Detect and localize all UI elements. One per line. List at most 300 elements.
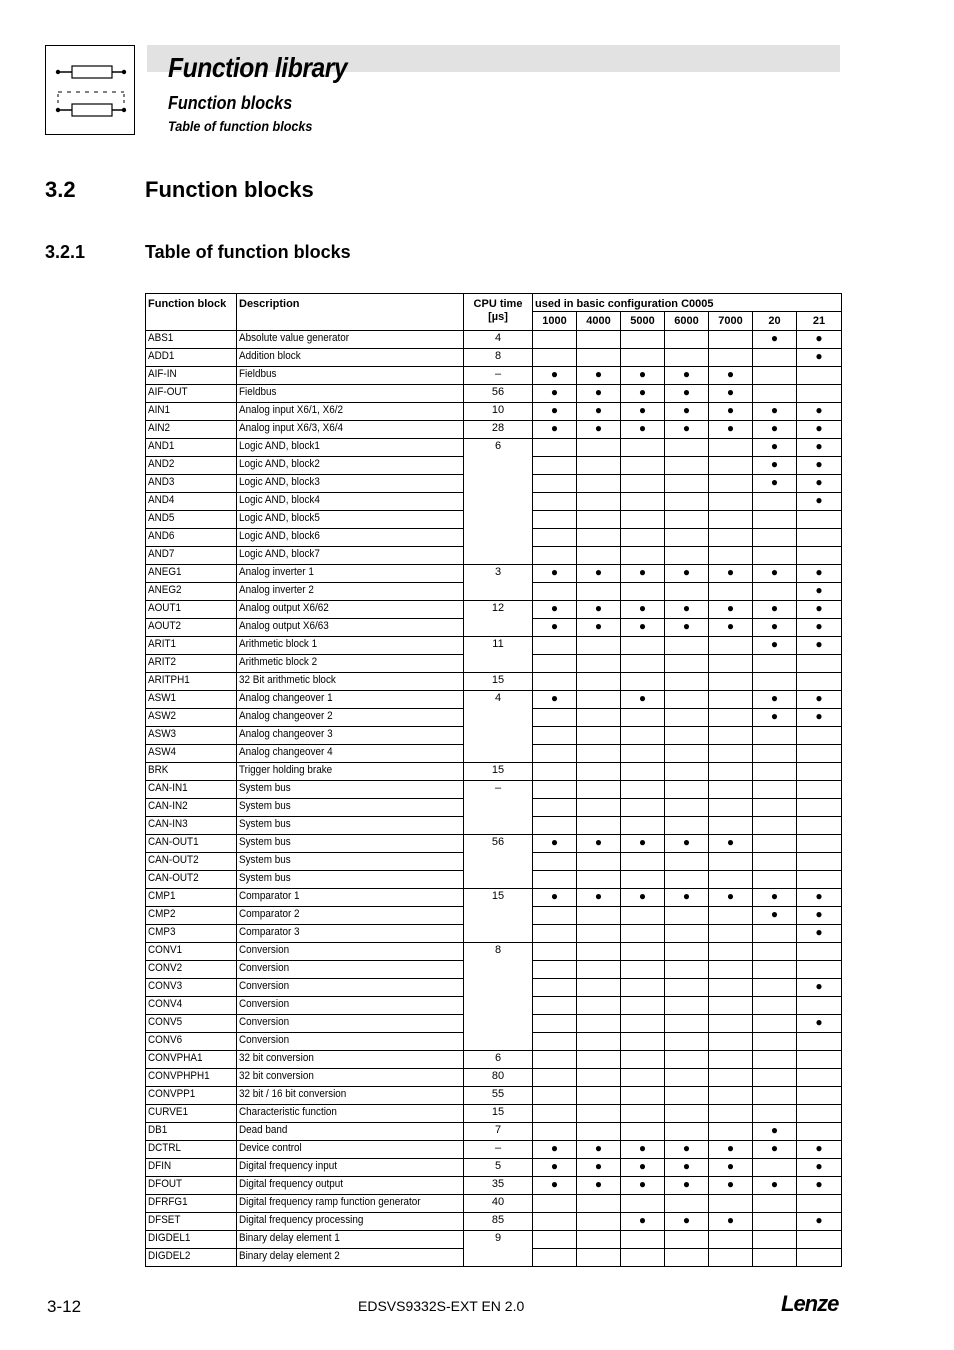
config-cell (709, 1105, 753, 1123)
used-bullet: ● (797, 709, 842, 727)
config-cell (577, 493, 621, 511)
used-bullet: ● (577, 619, 621, 637)
used-bullet: ● (753, 331, 797, 349)
config-cell (797, 547, 842, 565)
config-cell (577, 691, 621, 709)
used-bullet: ● (709, 1159, 753, 1177)
used-bullet: ● (797, 349, 842, 367)
table-row (146, 853, 842, 871)
config-cell (577, 1105, 621, 1123)
used-bullet: ● (797, 601, 842, 619)
table-row (146, 493, 842, 511)
description-text: Arithmetic block 2 (239, 656, 318, 668)
function-block-cell (146, 619, 237, 637)
config-cell (577, 817, 621, 835)
used-bullet: ● (621, 367, 665, 385)
function-block-cell (146, 709, 237, 727)
config-cell (709, 1033, 753, 1051)
config-cell (753, 745, 797, 763)
cpu-time-cell: 8 (464, 943, 533, 961)
config-cell (621, 1123, 665, 1141)
table-row (146, 997, 842, 1015)
cpu-time-cell (464, 1033, 533, 1051)
config-cell (709, 529, 753, 547)
config-cell (533, 583, 577, 601)
config-cell (753, 817, 797, 835)
function-block-name: ANEG2 (148, 584, 182, 596)
config-cell (797, 1105, 842, 1123)
config-cell (709, 439, 753, 457)
used-bullet: ● (621, 385, 665, 403)
config-cell (533, 925, 577, 943)
description-text: Analog output X6/63 (239, 620, 329, 632)
description-text: 32 bit conversion (239, 1052, 314, 1064)
used-bullet: ● (665, 421, 709, 439)
function-block-name: AIF-OUT (148, 386, 188, 398)
used-bullet: ● (709, 1141, 753, 1159)
table-row (146, 331, 842, 349)
description-text: Fieldbus (239, 368, 277, 380)
config-cell (577, 547, 621, 565)
cpu-time-cell: 4 (464, 691, 533, 709)
used-bullet: ● (665, 1159, 709, 1177)
config-cell (797, 1195, 842, 1213)
cpu-time-cell: 80 (464, 1069, 533, 1087)
used-bullet: ● (621, 835, 665, 853)
table-row (146, 421, 842, 439)
config-cell (665, 673, 709, 691)
config-cell (709, 709, 753, 727)
table-row (146, 565, 842, 583)
config-cell (665, 475, 709, 493)
function-block-cell (146, 1105, 237, 1123)
function-block-cell (146, 1195, 237, 1213)
function-block-name: AOUT1 (148, 602, 182, 614)
config-cell (621, 871, 665, 889)
cpu-time-cell: 5 (464, 1159, 533, 1177)
config-cell (577, 943, 621, 961)
config-cell (753, 655, 797, 673)
config-cell (753, 1015, 797, 1033)
cpu-time-cell: 12 (464, 601, 533, 619)
config-cell (665, 1015, 709, 1033)
col-header-config-5000: 5000 (621, 312, 665, 331)
config-cell (533, 475, 577, 493)
cpu-time-cell (464, 619, 533, 637)
function-block-name: CAN-IN3 (148, 818, 188, 830)
config-cell (533, 943, 577, 961)
cpu-time-cell: 15 (464, 763, 533, 781)
used-bullet: ● (753, 475, 797, 493)
config-cell (753, 385, 797, 403)
used-bullet: ● (709, 889, 753, 907)
used-bullet: ● (621, 1159, 665, 1177)
config-cell (665, 1087, 709, 1105)
cpu-time-cell: 28 (464, 421, 533, 439)
description-text: Digital frequency output (239, 1178, 344, 1190)
config-cell (797, 961, 842, 979)
description-cell (237, 997, 464, 1015)
cpu-time-cell (464, 457, 533, 475)
config-cell (533, 1249, 577, 1267)
function-block-name: CMP3 (148, 926, 176, 938)
config-cell (665, 1249, 709, 1267)
config-cell (577, 871, 621, 889)
description-text: 32 bit / 16 bit conversion (239, 1088, 347, 1100)
description-cell (237, 619, 464, 637)
function-block-cell (146, 1177, 237, 1195)
config-cell (665, 493, 709, 511)
cpu-time-cell (464, 961, 533, 979)
config-cell (753, 1213, 797, 1231)
table-row (146, 979, 842, 997)
description-cell (237, 907, 464, 925)
col-header-function-block: Function block (146, 294, 237, 331)
config-cell (621, 655, 665, 673)
description-text: Comparator 2 (239, 908, 300, 920)
used-bullet: ● (665, 619, 709, 637)
config-cell (577, 907, 621, 925)
description-cell (237, 709, 464, 727)
config-cell (621, 511, 665, 529)
config-cell (709, 547, 753, 565)
config-cell (577, 727, 621, 745)
function-block-cell (146, 547, 237, 565)
table-row (146, 385, 842, 403)
function-block-cell (146, 1213, 237, 1231)
config-cell (709, 1231, 753, 1249)
config-cell (533, 673, 577, 691)
config-cell (665, 547, 709, 565)
config-cell (533, 727, 577, 745)
config-cell (621, 853, 665, 871)
function-block-name: ARIT2 (148, 656, 177, 668)
function-block-name: CMP1 (148, 890, 176, 902)
config-cell (533, 1051, 577, 1069)
config-cell (533, 529, 577, 547)
function-block-name: CONV1 (148, 944, 183, 956)
description-text: Addition block (239, 350, 301, 362)
description-cell (237, 565, 464, 583)
col-header-config-7000: 7000 (709, 312, 753, 331)
function-block-cell (146, 889, 237, 907)
config-cell (665, 655, 709, 673)
used-bullet: ● (797, 907, 842, 925)
config-cell (709, 1123, 753, 1141)
config-cell (533, 907, 577, 925)
table-row (146, 781, 842, 799)
used-bullet: ● (797, 1213, 842, 1231)
description-cell (237, 943, 464, 961)
used-bullet: ● (797, 1159, 842, 1177)
description-cell (237, 799, 464, 817)
description-cell (237, 439, 464, 457)
config-cell (577, 349, 621, 367)
cpu-time-cell (464, 655, 533, 673)
function-block-name: CAN-OUT2 (148, 854, 199, 866)
table-row (146, 1141, 842, 1159)
description-text: Logic AND, block7 (239, 548, 320, 560)
function-block-name: DFIN (148, 1160, 172, 1172)
config-cell (753, 1069, 797, 1087)
function-block-name: DFSET (148, 1214, 181, 1226)
used-bullet: ● (797, 1141, 842, 1159)
table-row (146, 709, 842, 727)
function-block-name: ARIT1 (148, 638, 177, 650)
function-block-cell (146, 673, 237, 691)
description-text: Analog changeover 2 (239, 710, 333, 722)
config-cell (709, 691, 753, 709)
description-text: Device control (239, 1142, 302, 1154)
config-cell (665, 781, 709, 799)
cpu-time-cell (464, 853, 533, 871)
table-row (146, 403, 842, 421)
config-cell (577, 331, 621, 349)
config-cell (709, 475, 753, 493)
config-cell (577, 781, 621, 799)
config-cell (753, 799, 797, 817)
table-row (146, 529, 842, 547)
used-bullet: ● (533, 619, 577, 637)
used-bullet: ● (533, 691, 577, 709)
config-cell (665, 745, 709, 763)
function-block-cell (146, 1159, 237, 1177)
cpu-time-cell (464, 745, 533, 763)
config-cell (533, 1231, 577, 1249)
used-bullet: ● (577, 1141, 621, 1159)
description-text: Analog output X6/62 (239, 602, 329, 614)
config-cell (709, 673, 753, 691)
config-cell (797, 1051, 842, 1069)
config-cell (797, 385, 842, 403)
col-header-description: Description (237, 294, 464, 331)
config-cell (665, 997, 709, 1015)
used-bullet: ● (621, 1177, 665, 1195)
description-cell (237, 403, 464, 421)
config-cell (621, 979, 665, 997)
config-cell (709, 1195, 753, 1213)
config-cell (665, 925, 709, 943)
used-bullet: ● (797, 421, 842, 439)
config-cell (797, 1231, 842, 1249)
config-cell (753, 925, 797, 943)
function-block-name: ADD1 (148, 350, 175, 362)
config-cell (753, 367, 797, 385)
table-row (146, 817, 842, 835)
used-bullet: ● (621, 889, 665, 907)
cpu-time-cell: 4 (464, 331, 533, 349)
function-block-cell (146, 745, 237, 763)
config-cell (797, 763, 842, 781)
description-text: Arithmetic block 1 (239, 638, 318, 650)
function-block-cell (146, 367, 237, 385)
function-block-cell (146, 1015, 237, 1033)
config-cell (665, 1051, 709, 1069)
config-cell (577, 763, 621, 781)
description-text: Comparator 1 (239, 890, 300, 902)
table-row (146, 1195, 842, 1213)
description-cell (237, 1015, 464, 1033)
used-bullet: ● (533, 601, 577, 619)
used-bullet: ● (797, 979, 842, 997)
config-cell (665, 871, 709, 889)
config-cell (753, 1105, 797, 1123)
used-bullet: ● (533, 1141, 577, 1159)
function-block-cell (146, 907, 237, 925)
used-bullet: ● (577, 421, 621, 439)
config-cell (621, 817, 665, 835)
description-cell (237, 1177, 464, 1195)
config-cell (665, 1033, 709, 1051)
config-cell (577, 475, 621, 493)
config-cell (621, 745, 665, 763)
description-text: Logic AND, block6 (239, 530, 320, 542)
function-block-name: CONV4 (148, 998, 183, 1010)
used-bullet: ● (533, 835, 577, 853)
description-text: Analog input X6/1, X6/2 (239, 404, 344, 416)
table-row (146, 1177, 842, 1195)
used-bullet: ● (533, 889, 577, 907)
function-block-name: CAN-OUT2 (148, 872, 199, 884)
config-cell (753, 871, 797, 889)
function-block-name: CONVPP1 (148, 1088, 196, 1100)
function-block-cell (146, 997, 237, 1015)
config-cell (753, 1195, 797, 1213)
config-cell (709, 817, 753, 835)
config-cell (665, 799, 709, 817)
col-header-config-4000: 4000 (577, 312, 621, 331)
config-cell (753, 979, 797, 997)
used-bullet: ● (753, 691, 797, 709)
config-cell (621, 1195, 665, 1213)
description-text: Digital frequency ramp function generator (239, 1196, 421, 1208)
used-bullet: ● (753, 457, 797, 475)
section-number: 3.2 (45, 177, 76, 202)
config-cell (709, 511, 753, 529)
config-cell (753, 943, 797, 961)
used-bullet: ● (753, 619, 797, 637)
function-block-name: CAN-OUT1 (148, 836, 199, 848)
description-cell (237, 655, 464, 673)
config-cell (577, 1123, 621, 1141)
config-cell (753, 853, 797, 871)
description-text: System bus (239, 854, 291, 866)
description-cell (237, 547, 464, 565)
used-bullet: ● (797, 331, 842, 349)
function-block-cell (146, 1141, 237, 1159)
function-block-cell (146, 943, 237, 961)
used-bullet: ● (753, 1177, 797, 1195)
col-header-cpu-time (464, 294, 533, 331)
used-bullet: ● (709, 835, 753, 853)
function-block-name: CURVE1 (148, 1106, 188, 1118)
description-text: Conversion (239, 998, 290, 1010)
function-block-cell (146, 871, 237, 889)
description-text: 32 bit conversion (239, 1070, 314, 1082)
description-text: Analog inverter 1 (239, 566, 314, 578)
used-bullet: ● (665, 601, 709, 619)
lenze-logo: Lenze (781, 1291, 839, 1316)
function-block-name: CONVPHA1 (148, 1052, 203, 1064)
cpu-time-cell (464, 727, 533, 745)
col-header-config-20: 20 (753, 312, 797, 331)
description-cell (237, 961, 464, 979)
cpu-time-cell: 6 (464, 439, 533, 457)
config-cell (577, 799, 621, 817)
used-bullet: ● (797, 493, 842, 511)
col-header-config-1000: 1000 (533, 312, 577, 331)
config-cell (533, 961, 577, 979)
config-cell (621, 1231, 665, 1249)
config-cell (797, 1123, 842, 1141)
table-row (146, 583, 842, 601)
description-cell (237, 745, 464, 763)
config-cell (797, 853, 842, 871)
cpu-time-cell: 10 (464, 403, 533, 421)
table-row (146, 961, 842, 979)
config-cell (621, 637, 665, 655)
config-cell (797, 1249, 842, 1267)
table-row (146, 1123, 842, 1141)
page-title: Function library (168, 52, 348, 83)
used-bullet: ● (797, 475, 842, 493)
function-block-cell (146, 439, 237, 457)
description-text: System bus (239, 782, 291, 794)
config-cell (577, 637, 621, 655)
config-cell (621, 583, 665, 601)
used-bullet: ● (753, 403, 797, 421)
used-bullet: ● (533, 421, 577, 439)
function-block-name: ARITPH1 (148, 674, 190, 686)
config-cell (753, 835, 797, 853)
function-block-cell (146, 493, 237, 511)
config-cell (797, 781, 842, 799)
config-cell (797, 655, 842, 673)
used-bullet: ● (577, 601, 621, 619)
config-cell (621, 943, 665, 961)
config-cell (709, 907, 753, 925)
description-cell (237, 979, 464, 997)
description-cell (237, 673, 464, 691)
config-cell (665, 1195, 709, 1213)
used-bullet: ● (797, 565, 842, 583)
used-bullet: ● (753, 1123, 797, 1141)
description-text: Analog input X6/3, X6/4 (239, 422, 344, 434)
used-bullet: ● (709, 367, 753, 385)
table-row (146, 637, 842, 655)
config-cell (753, 673, 797, 691)
config-cell (753, 727, 797, 745)
function-block-cell (146, 781, 237, 799)
used-bullet: ● (665, 1141, 709, 1159)
config-cell (533, 763, 577, 781)
config-cell (621, 457, 665, 475)
table-row (146, 1051, 842, 1069)
used-bullet: ● (621, 601, 665, 619)
config-cell (577, 1213, 621, 1231)
description-cell (237, 457, 464, 475)
function-block-cell (146, 961, 237, 979)
function-block-name: AIN1 (148, 404, 171, 416)
config-cell (797, 1069, 842, 1087)
description-text: System bus (239, 872, 291, 884)
config-cell (665, 1231, 709, 1249)
function-block-name: CONV5 (148, 1016, 183, 1028)
config-cell (709, 961, 753, 979)
description-text: 32 Bit arithmetic block (239, 674, 336, 686)
function-block-name: BRK (148, 764, 169, 776)
table-row (146, 367, 842, 385)
